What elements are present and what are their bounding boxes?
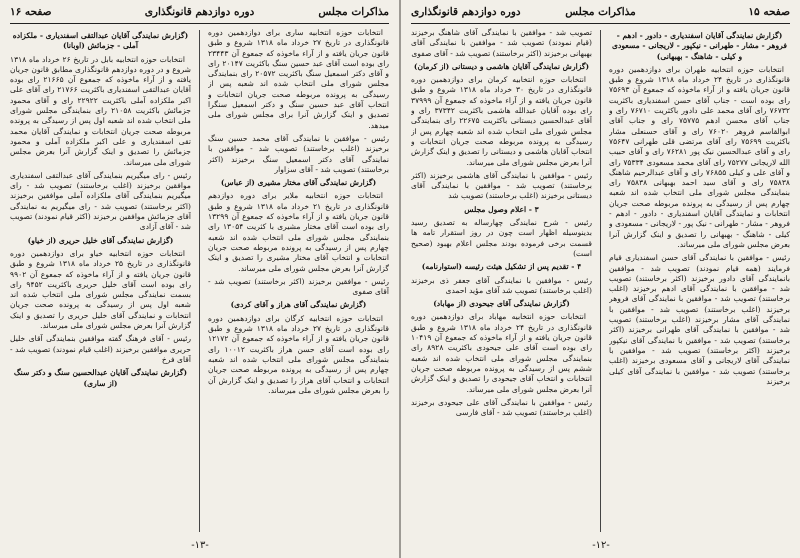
- left-page-right-column: [208, 28, 389, 534]
- paragraph: رئیس - موافقین با نمایندگی آقای جعفر ذی برخیزند (اغلب برخاستند) تصویب شد آقای مؤید احمدی: [411, 275, 592, 295]
- paragraph: انتخابات حوزه انتخابیه مهاباد برای دوازدهمین دوره قانونگذاری در تاریخ ۲۴ خرداد ماه ۱۳۱۸ شروع و طبق قانون جریان یافته و از آراء ماخوذه که جمعوع آن ۱۰۴۱۹ رای بوده است آقای علی جیحودی باکثریت ۸۹۲۸ رای بنمایندگی مجلس شورای ملی انتخاب شده اند شعبه ششم پس از رسیدگی به پرونده مربوطه صحت جریان انتخابات و انتخاب آقای جیحودی را تصدیق و اینک گزارش آنرا بعرض مجلس شورای ملی میرساند.: [411, 312, 592, 394]
- paragraph: رئیس - موافقین با نمایندگی آقای حسن اسفندیاری قیام فرمایند (همه قیام نمودند) تصویب شد - موافقین بانمایندگی آقای دادور برخیزند (اکثر برخاستند) تصویب شد - موافقین با نمایندگی آقای ادهم برخیزند (اغلب برخاستند) تصویب شد - موافقین با نمایندگی آقای فروهر برخیزند (اغلب برخاستند) تصویب شد - موافقین با نمایندگی آقای مشار برخیزند (اغلب برخاستند) تصویب شد - موافقین با نمایندگی آقای طهرانی برخیزند (اکثر برخاستند) تصویب شد - موافقین با نمایندگی آقای نیکپور برخیزند (اکثر برخاستند) تصویب شد - موافقین با نمایندگی آقای لاریجانی و آقای مسعودی برخیزند (اغلب برخاستند) تصویب شد - موافقین با نمایندگی آقای کیلی برخیزند: [609, 253, 790, 386]
- left-page-footer-number: -۱۳-: [191, 540, 209, 551]
- right-column-divider: [600, 30, 601, 532]
- report-heading: (گزارش نمایندگی آقای خلیل حریری (از خیاو): [27, 235, 174, 245]
- right-session-title: مذاکرات مجلس: [565, 6, 636, 18]
- paragraph: رئیس - موافقین با نمایندگی آقای علی جیحودی برخیزند (اغلب برخاستند) تصویب شد - آقای فارسی: [411, 397, 592, 418]
- left-header-rule: [10, 23, 389, 24]
- report-heading: (گزارش نمایندگی آقایان هاشمی و دیستانی (از کرمان): [413, 61, 590, 71]
- right-page-footer-number: -۱۲-: [592, 540, 610, 551]
- paragraph: رئیس - موافقین با نمایندگی آقای هاشمی برخیزند (اکثر برخاستند) تصویب شد - موافقین با نمایندگی آقای دیستانی برخیزند (اغلب برخاستند) تصویب شد: [411, 170, 592, 201]
- right-header-rule: [411, 23, 790, 24]
- paragraph: رئیس - موافقین برخیزند (اکثر برخاستند) تصویب شد - آقای صفوی: [208, 276, 389, 297]
- right-page-number: صفحه ۱۵: [748, 6, 790, 18]
- report-heading: (گزارش نمایندگی آقای جیحودی (از مهاباد): [433, 299, 570, 309]
- paragraph: انتخابات حوزه انتخابیه طهران برای دوازدهمین دوره قانونگذاری در تاریخ ۲۴ خرداد ماه ۱۳۱۸ شروع و طبق قانون جریان یافته و از آراء ماخوذه که جمعوع آن ۷۵۶۹۳ رای بوده است - جناب آقای حسن اسفندیاری باکثریت ۷۶۷۳۲ رای آقای محمد علی دادور باکثریت ۷۶۷۱۰ رای و جناب آقای محسن ادهم ۷۵۷۷۵ رای و جناب آقای ابوالقاسم فروهر ۷۶۰۲۰ رای و آقای حسنعلی مشار باکثریت ۷۵۶۹۹ رای آقای مرتضی قلی طهرانی ۷۵۶۴۷ رای و آقای عبدالحسین نیک پور ۷۶۲۸۱ رای و آقای حبیب الله لاریجانی ۷۵۲۷۷ رای آقای محمد مسعودی ۷۵۳۳۴ رای و آقای علی و کیلی ۷۶۸۵۵ رای و آقای عبدالرحیم شاهنگ ۷۵۸۳۸ رای و آقای سید احمد بهبهانی ۷۵۸۳۸ رای بنمایندگی مجلس شورای ملی انتخاب شده اند شعبه چهارم پس از رسیدگی به پرونده مربوطه صحت جریان انتخابات و نمایندگی آقایان اسفندیاری - دادور - ادهم - فروهر - مشار - طهرانی - نیک پور - لاریجانی - مسعودی و کیلی - شاهنگ - بهبهانی را تصدیق و اینک گزارش آنرا بعرض مجلس شورای ملی میرساند.: [609, 64, 790, 249]
- report-heading: (گزارش نمایندگی آقایان اسفندیاری - دادور - ادهم - فروهر - مشار - طهرانی - نیکپور - لاریجانی - مسعودی و کیلی - شاهنگ - بهبهانی): [612, 31, 787, 61]
- section-heading: ۳ - اعلام وصول مجلس: [464, 204, 539, 214]
- right-page-header: [411, 6, 790, 22]
- paragraph: رئیس - موافقین با نمایندگی آقای محمد حسین سنگ برخیزند (اغلب برخاستند) تصویب شد - موافقین با نمایندگی آقای دکتر اسمعیل سنگ برخیزند (اکثر برخاستند) تصویب شد - آقای سزاوار: [208, 133, 389, 174]
- right-journal-title: دوره دوازدهم قانونگذاری: [411, 6, 521, 18]
- left-page-header: [10, 6, 389, 22]
- paragraph: انتخابات حوزه انتخابیه ساری برای دوازدهمین دوره قانونگذاری در تاریخ ۲۷ خرداد ماه ۱۳۱۸ شروع و طبق قانون جریان یافته و از آراء ماخوذه که جمعوع آن ۲۳۴۴۳ رای بوده است آقای عبد حسین سنگ باکثریت ۲۰۱۴۷ رای و آقای دکتر اسمعیل سنگ باکثریت ۲۰۵۷۲ رای بنمایندگی مجلس شورای ملی انتخاب شده اند شعبه پس از رسیدگی به پرونده مربوطه صحت جریان انتخابات و انتخاب آقای عبد حسین سنگ و دکتر اسمعیل سنگرا تصدیق و اینک گزارش آنرا برای مجلس شورای ملی میدهد.: [208, 28, 389, 130]
- report-heading: (گزارش نمایندگی آقای مختار مشیری (از عباس): [220, 178, 377, 188]
- right-page-left-column: [411, 28, 592, 534]
- paragraph: رئیس - رای میگیریم بنمایندگی آقای عبدالتقی اسفندیاری موافقین برخیزند (اغلب برخاستند) تصویب شد - رای میگیریم بنمایندگی آقای ملکزاده آملی موافقین برخیزند (اکثر برخاستند) تصویب شد - رای میگیریم به نمایندگی آقای جزمائش موافقین برخیزند (اکثر قیام نمودند) تصویب شد - آقای آزادی: [10, 170, 191, 232]
- right-page: [401, 0, 800, 558]
- left-page: [0, 0, 399, 558]
- paragraph: انتخابات حوزه انتخابیه کرمان برای دوازدهمین دوره قانونگذاری در تاریخ ۳۰ خرداد ماه ۱۳۱۸ شروع و طبق قانون جریان یافته و از آراء ماخوذه که جمعوع آن ۳۷۹۹۹ رای بوده آقایان عبدالله هاشمی باکثریت ۳۷۳۴۲ رای و آقای عبدالحسین دیستانی باکثریت ۲۲۶۷۵ رای بنمایندگی مجلس شورای ملی انتخاب شده اند شعبه چهارم پس از رسیدگی به پرونده مربوطه صحت جریان انتخابات و انتخاب آقایان هاشمی و دیستانی را تصدیق و اینک گزارش آنرا بعرض مجلس شورای ملی میرساند.: [411, 75, 592, 167]
- left-column-divider: [199, 30, 200, 532]
- left-journal-title: دوره دوازدهم قانونگذاری: [144, 6, 255, 18]
- report-heading: (گزارش نمایندگی آقایان عبدالتقی اسفندیاری - ملکزاده آملی - جزمائش (اوبانا): [12, 31, 189, 51]
- report-heading: (گزارش نمایندگی آقای هراز و آقای کردی): [230, 300, 367, 310]
- paragraph: رئیس - آقای فرهنگ گفته موافقین بنمایندگی آقای خلیل حریری موافقین برخیزند (اغلب قیام نمودند) تصویب شد - آقای فرخ: [10, 334, 191, 364]
- paragraph: انتخابات حوزه انتخابیه خیاو برای دوازدهمین دوره قانونگذاری در تاریخ ۲۵ خرداد ماه ۱۳۱۸ شروع و طبق قانون جریان یافته و از آراء ماخوذه که جمعوع آن ۹۹۰۲ رای بوده است آقای خلیل حریری باکثریت ۹۴۵۲ رای بسمت نمایندگی مجلس شورای ملی انتخاب شده اند شعبه اول پس از رسیدگی به پرونده صحت جریان انتخابات و نمایندگی آقای خلیل حریری را تصدیق و اینک گزارش آنرا بعرض مجلس شورای ملی میرساند.: [10, 248, 191, 331]
- paragraph: انتخابات حوزه انتخابیه ملایر برای دوره دوازدهم قانونگذاری در تاریخ ۲۱ خرداد ماه ۱۳۱۸ شروع و طبق قانون جریان یافته و از آراء ماخوذه که جمعوع آن ۱۳۲۹۹ رای بوده است آقای مختار مشیری با کثریت ۱۳۰۵۴ رای بنمایندگی مجلس شورای ملی انتخاب شده اند شعبه چهارم پس از رسیدگی به پرونده مربوطه صحت جریان انتخابات و انتخاب آقای مختار مشیری را تصدیق و اینک گزارش آنرا بعرض مجلس شورای ملی میرساند.: [208, 191, 389, 273]
- report-heading: (گزارش نمایندگی آقایان عبدالحسین سنگ و دکتر سنگ (از ساری): [13, 368, 188, 388]
- left-page-number: صفحه ۱۶: [10, 6, 52, 18]
- paragraph: انتخابات حوزه انتخابیه کرگان برای دوازدهمین دوره قانونگذاری در تاریخ ۲۷ خرداد ماه ۱۳۱۸ شروع و طبق قانون جریان یافته و از آراء ماخوذه که جمعوع آن ۱۲۱۷۲ رای بوده است آقای حسن هراز باکثریت ۱۰۰۱۲ رای بنمایندگی مجلس شورای ملی انتخاب شده اند شعبه چهارم پس از رسیدگی به پرونده مربوطه صحت جریان انتخابات و انتخاب آقای هراز را تصدیق و اینک گزارش آن را بعرض مجلس شورای ملی میرساند.: [208, 313, 389, 395]
- section-heading: ۴ - تقدیم پس از تشکیل هیئت رئیسه (استوارنامه): [421, 262, 582, 272]
- right-page-right-column: [609, 28, 790, 534]
- paragraph: انتخابات حوزه انتخابیه بابل در تاریخ ۲۶ خرداد ماه ۱۳۱۸ شروع و در دوره دوازدهم قانونگذاری مطابق قانون جریان یافته و از آراء ماخوذه که جمعوع آن ۲۱۶۶۵ رای بوده آقایان عبدالتقی اسفندیاری باکثریت ۲۱۷۶۶ رای آقای علی اکبر ملکزاده آملی باکثریت ۲۲۹۲۲ رای و آقای محمود جزمائش باکثریت ۲۱۰۵۸ رای بنمایندگی مجلس شورای ملی انتخاب شده اند شعبه اول پس از رسیدگی به پرونده مربوطه صحت جریان انتخابات و نمایندگی آقایان محمد تقی اسفندیاری و علی اکبر ملکزاده آملی و محمود جزمائش را تصدیق و اینک گزارش آنرا بعرض مجلس شورای ملی میرساند.: [10, 54, 191, 167]
- paragraph: تصویب شد - موافقین با نمایندگی آقای شاهنگ برخیزند (قیام نمودند) تصویب شد - موافقین با نمایندگی آقای بهبهانی برخیزند (اکثر برخاستند) تصویب شد - آقای صفوی: [411, 28, 592, 58]
- left-page-left-column: [10, 28, 191, 534]
- paragraph: رئیس - شرح نمایندگی چهارساله به تصدیق رسید بدینوسیله اظهار است چون در روز استقرار تامه ها قسمت برخی فرموده بودند مجلس اعلام بهبود (صحیح است): [411, 218, 592, 258]
- left-session-title: مذاکرات مجلس: [318, 6, 389, 18]
